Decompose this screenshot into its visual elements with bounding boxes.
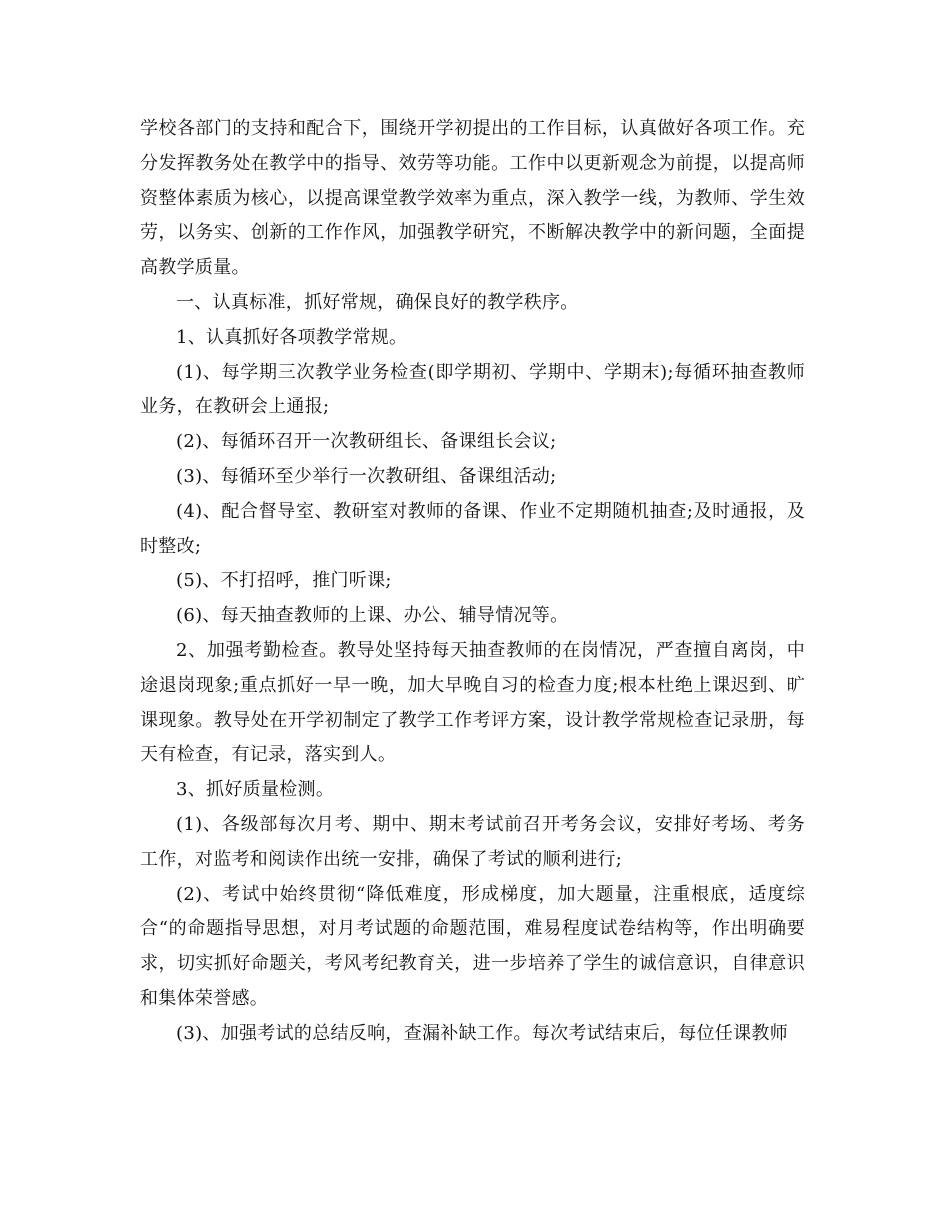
list-item: (1)、每学期三次教学业务检查(即学期初、学期中、学期末);每循环抽查教师业务，在教研会上通报;: [140, 361, 805, 418]
list-item: (5)、不打招呼，推门听课;: [176, 570, 392, 592]
list-item: (1)、各级部每次月考、期中、期末考试前召开考务会议，安排好考场、考务工作，对监考和阅读作出统一安排，确保了考试的顺利进行;: [140, 813, 805, 870]
list-item: (2)、考试中始终贯彻“降低难度，形成梯度，加大题量，注重根底，适度综合“的命题指导思想，对月考试题的命题范围，难易程度试卷结构等，作出明确要求，切实抓好命题关，考风考纪教育关，进一步培养了学生的诚信意识，自律意识和集体荣誉感。: [140, 883, 805, 1009]
subsection-heading-1: 1、认真抓好各项教学常规。: [176, 326, 408, 348]
list-item: (2)、每循环召开一次教研组长、备课组长会议;: [176, 431, 557, 453]
list-item: (6)、每天抽查教师的上课、办公、辅导情况等。: [176, 605, 569, 627]
subsection-attendance: 2、加强考勤检查。教导处坚持每天抽查教师的在岗情况，严查擅自离岗，中途退岗现象;重点抓好一早一晚，加大早晚自习的检查力度;根本杜绝上课迟到、旷课现象。教导处在开学初制定了教学工作考评方案，设计教学常规检查记录册，每天有检查，有记录，落实到人。: [140, 639, 805, 766]
section-heading-1: 一、认真标准，抓好常规，确保良好的教学秩序。: [176, 291, 579, 313]
subsection-heading-3: 3、抓好质量检测。: [176, 779, 335, 801]
list-item: (4)、配合督导室、教研室对教师的备课、作业不定期随机抽查;及时通报，及时整改;: [140, 500, 805, 557]
document-body: [140, 112, 805, 1052]
paragraph-intro: 学校各部门的支持和配合下，围绕开学初提出的工作目标，认真做好各项工作。充分发挥教务处在教学中的指导、效劳等功能。工作中以更新观念为前提，以提高师资整体素质为核心，以提高课堂教学效率为重点，深入教学一线，为教师、学生效劳，以务实、创新的工作作风，加强教学研究，不断解决教学中的新问题，全面提高教学质量。: [140, 118, 805, 279]
list-item: (3)、加强考试的总结反响，查漏补缺工作。每次考试结束后，每位任课教师: [176, 1022, 788, 1044]
list-item: (3)、每循环至少举行一次教研组、备课组活动;: [176, 465, 557, 487]
